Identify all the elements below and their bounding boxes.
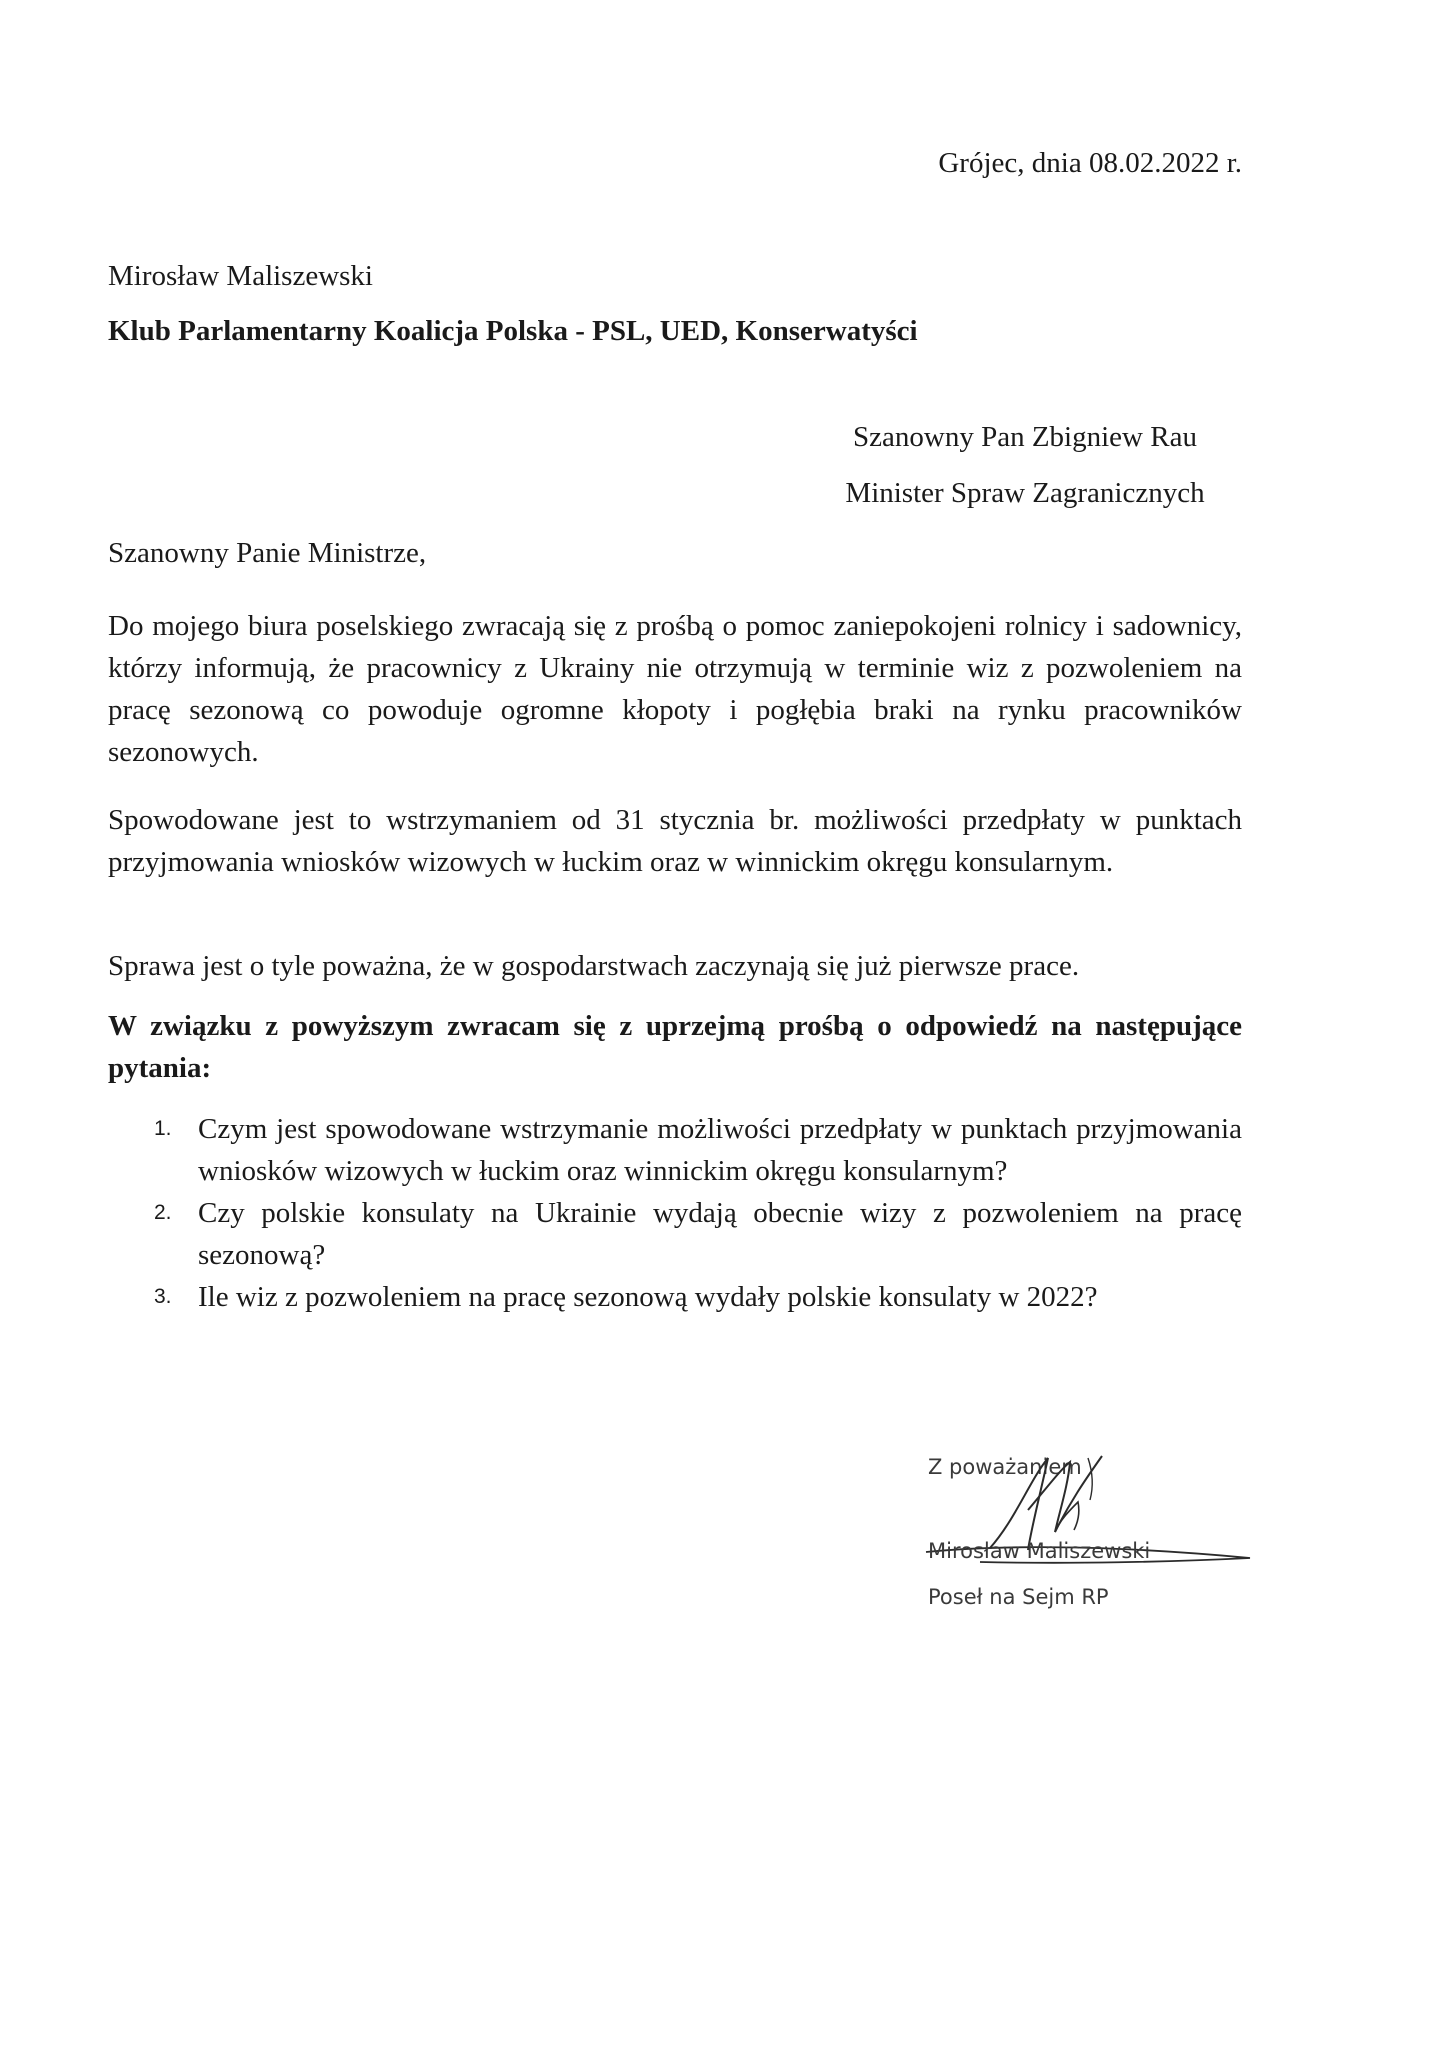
question-text: Czym jest spowodowane wstrzymanie możliwości przedpłaty w punktach przyjmowania wniosków wizowych w łuckim oraz winnickim okręgu konsularnym? xyxy=(198,1113,1242,1187)
sender-club: Klub Parlamentarny Koalicja Polska - PSL, UED, Konserwatyści xyxy=(108,315,918,347)
questions-list xyxy=(140,1108,1242,1318)
question-number: 1. xyxy=(154,1117,172,1140)
body-paragraph-1: Do mojego biura poselskiego zwracają się z prośbą o pomoc zaniepokojeni rolnicy i sadownicy, którzy informują, że pracownicy z Ukrainy nie otrzymują w terminie wiz z pozwoleniem na pracę sezonową co powoduje ogromne kłopoty i pogłębia braki na rynku pracowników sezonowych. xyxy=(108,610,1242,768)
signature-name: Mirosław Maliszewski xyxy=(928,1539,1151,1563)
place-date: Grójec, dnia 08.02.2022 r. xyxy=(938,147,1242,179)
sender-name: Mirosław Maliszewski xyxy=(108,260,373,292)
body-paragraph-2: Spowodowane jest to wstrzymaniem od 31 stycznia br. możliwości przedpłaty w punktach przyjmowania wniosków wizowych w łuckim oraz w winnickim okręgu konsularnym. xyxy=(108,804,1242,878)
question-text: Czy polskie konsulaty na Ukrainie wydają obecnie wizy z pozwoleniem na pracę sezonową? xyxy=(198,1197,1242,1271)
recipient-title: Minister Spraw Zagranicznych xyxy=(845,477,1205,509)
question-item xyxy=(140,1276,1242,1318)
body-paragraph-4: W związku z powyższym zwracam się z uprzejmą prośbą o odpowiedź na następujące pytania: xyxy=(108,1010,1242,1084)
body-paragraph-3: Sprawa jest o tyle poważna, że w gospodarstwach zaczynają się już pierwsze prace. xyxy=(108,950,1080,982)
question-number: 3. xyxy=(154,1285,172,1308)
question-item xyxy=(140,1108,1242,1192)
question-text: Ile wiz z pozwoleniem na pracę sezonową wydały polskie konsulaty w 2022? xyxy=(198,1281,1098,1313)
signature-closing: Z poważaniem xyxy=(928,1455,1082,1479)
question-number: 2. xyxy=(154,1201,172,1224)
recipient-name: Szanowny Pan Zbigniew Rau xyxy=(853,421,1197,453)
salutation: Szanowny Panie Ministrze, xyxy=(108,537,427,569)
signature-role: Poseł na Sejm RP xyxy=(928,1585,1109,1609)
question-item xyxy=(140,1192,1242,1276)
